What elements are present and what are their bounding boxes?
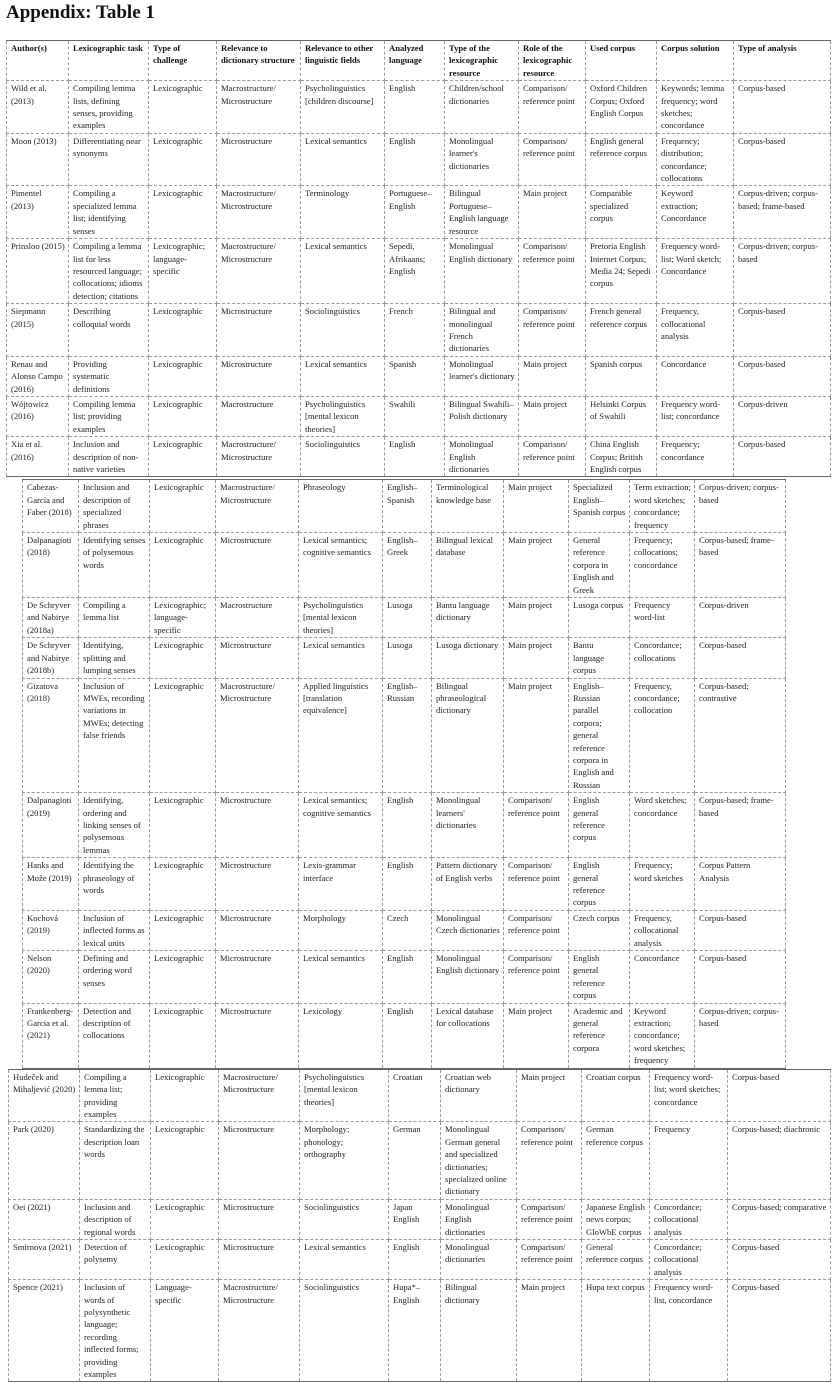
table-cell: Hupa text corpus [582,1280,650,1382]
column-header: Lexicographic task [69,41,149,81]
table-cell: Sepedi, Afrikaans; English [385,239,445,304]
table-cell: Macrostructure/ Microstructure [216,678,299,793]
table-cell: Swahili [385,396,445,436]
table-row [23,858,786,911]
column-header: Relevance to dictionary structure [217,41,301,81]
table-cell: Lusoga dictionary [432,638,504,678]
table-cell: Oei (2021) [9,1199,80,1239]
table-cell: Microstructure [216,951,299,1004]
table-cell: Oxford Children Corpus; Oxford English Corpus [586,81,657,134]
table-cell: Lexicographic [150,793,216,858]
table-row [9,1280,831,1382]
table-cell: Corpus Pattern Analysis [695,858,786,911]
table-cell: Frequency, collocational analysis [657,304,734,357]
table-cell: Sociolinguistics [301,437,385,477]
table-cell: Lexicology [299,1003,383,1068]
table-cell: Croatian corpus [582,1069,650,1122]
table-cell: Wójtowicz (2016) [7,396,69,436]
table-cell: Czech corpus [569,910,630,950]
table-cell: Monolingual English dictionary [445,239,519,304]
table-cell: De Schryver and Nabirye (2018a) [23,598,79,638]
table-cell: Identifying, splitting and lumping senses [79,638,150,678]
table-cell: Monolingual Czech dictionaries [432,910,504,950]
table-cell: Macrostructure [216,598,299,638]
table-cell: Corpus-driven [734,396,831,436]
table-cell: Standardizing the description loan words [80,1122,151,1199]
table-cell: Defining and ordering word senses [79,951,150,1004]
table-cell: Frequency; concordance [657,437,734,477]
table-cell: Frequency word-list, concordance [650,1280,728,1382]
table-cell: Macrostructure/ Microstructure [219,1069,300,1122]
table-cell: Macrostructure/ Microstructure [217,81,301,134]
table-cell: Compiling a lemma list for less resourced language; collocations; idioms detection; citations [69,239,149,304]
table-row [23,951,786,1004]
table-cell: Lexical database for collocations [432,1003,504,1068]
table-cell: Corpus-based; contrastive [695,678,786,793]
table-cell: Providing systematic definitions [69,356,149,396]
table-cell: Corpus-driven [695,598,786,638]
table-cell: Portuguese–English [385,186,445,239]
table-cell: Psycholinguistics [mental lexicon theories] [301,396,385,436]
table-cell: Main project [519,396,586,436]
table-cell: Bilingual lexical database [432,533,504,598]
table-cell: Pattern dictionary of English verbs [432,858,504,911]
table-cell: Lexicographic [149,437,217,477]
table-cell: Lexicographic [151,1199,219,1239]
table-cell: Word sketches; concordance [630,793,695,858]
table-cell: Corpus-driven; corpus-based [734,239,831,304]
table-cell: Corpus-based; comparative [728,1199,831,1239]
table-cell: Comparison/ reference point [519,81,586,134]
table-row [7,186,831,239]
table-cell: Comparison/ reference point [504,793,569,858]
table-cell: Concordance; collocational analysis [650,1199,728,1239]
table-cell: Detection of polysemy [80,1239,151,1279]
table-row [23,598,786,638]
table-row [23,638,786,678]
table-cell: English–Russian [383,678,432,793]
table-cell: Lexicographic [150,533,216,598]
table-cell: Macrostructure [217,396,301,436]
table-cell: Concordance; collocations [630,638,695,678]
table-cell: Microstructure [216,910,299,950]
table-cell: Comparison/ reference point [519,239,586,304]
table-row [9,1122,831,1199]
table-cell: Morphology [299,910,383,950]
table-cell: Corpus-driven; corpus-based [695,480,786,533]
table-cell: Croatian [389,1069,441,1122]
table-cell: Corpus-driven; corpus-based; frame-based [734,186,831,239]
table-row [7,133,831,186]
table-cell: Dalpanagioti (2018) [23,533,79,598]
table-cell: Frequency [650,1122,728,1199]
table-cell: Wild et al. (2013) [7,81,69,134]
table-cell: Bantu language corpus [569,638,630,678]
table-cell: Macrostructure/ Microstructure [219,1280,300,1382]
table-cell: Frequency word-list; Word sketch; Concordance [657,239,734,304]
table-cell: Comparison/ reference point [519,304,586,357]
table-cell: Macrostructure/ Microstructure [217,239,301,304]
table-cell: Main project [504,598,569,638]
table-cell: Corpus-based [734,304,831,357]
table-cell: Spanish corpus [586,356,657,396]
table-cell: Identifying, ordering and linking senses of polysemous lemmas [79,793,150,858]
appendix-table-part-3 [8,1069,831,1382]
table-cell: Lusoga [383,598,432,638]
table-cell: Siepmann (2015) [7,304,69,357]
table-cell: Microstructure [216,533,299,598]
table-cell: Pimentel (2013) [7,186,69,239]
table-cell: Main project [504,480,569,533]
table-cell: Detection and description of collocations [79,1003,150,1068]
table-cell: Lexicographic [151,1239,219,1279]
table-cell: Identifying senses of polysemous words [79,533,150,598]
table-cell: Lexical semantics [299,951,383,1004]
table-cell: Lexical semantics [301,356,385,396]
table-cell: Main project [519,186,586,239]
table-cell: Lexical semantics; cognitive semantics [299,533,383,598]
table-row [23,910,786,950]
table-cell: English [385,437,445,477]
table-row [7,437,831,477]
table-row [7,239,831,304]
table-cell: Lexical semantics [301,239,385,304]
table-cell: Frequency, concordance; collocation [630,678,695,793]
table-cell: Keyword extraction; Concordance [657,186,734,239]
table-cell: Compiling a lemma list; providing examples [80,1069,151,1122]
table-cell: Macrostructure/ Microstructure [216,480,299,533]
table-row [23,1003,786,1068]
table-cell: Macrostructure/ Microstructure [217,437,301,477]
table-cell: Comparison/ reference point [519,133,586,186]
table-cell: Japanese English news corpus; GloWbE corpus [582,1199,650,1239]
table-cell: Microstructure [216,793,299,858]
table-cell: Frequency; word sketches [630,858,695,911]
table-row [23,678,786,793]
appendix-table [0,40,834,1382]
table-cell: Main project [504,1003,569,1068]
table-cell: Comparison/ reference point [504,858,569,911]
table-cell: Prinsloo (2015) [7,239,69,304]
table-cell: Microstructure [219,1239,300,1279]
table-cell: English general reference corpus [569,951,630,1004]
table-cell: Moon (2013) [7,133,69,186]
table-cell: Bilingual and monolingual French dictionaries [445,304,519,357]
table-cell: Frequency word-list; concordance [657,396,734,436]
table-cell: Bantu language dictionary [432,598,504,638]
table-cell: Dalpanagioti (2019) [23,793,79,858]
table-cell: Psycholinguistics [children discourse] [301,81,385,134]
table-cell: French general reference corpus [586,304,657,357]
table-cell: Microstructure [216,1003,299,1068]
table-cell: Comparison/ reference point [517,1239,582,1279]
header-row [7,41,831,81]
table-cell: Children/school dictionaries [445,81,519,134]
table-cell: Corpus-based [695,638,786,678]
table-cell: Microstructure [216,638,299,678]
table-cell: Bilingual Swahili–Polish dictionary [445,396,519,436]
table-cell: English–Spanish [383,480,432,533]
table-row [9,1239,831,1279]
table-cell: Inclusion of words of polysynthetic language; recording inflected forms; providing examples [80,1280,151,1382]
table-cell: German [389,1122,441,1199]
table-row [7,356,831,396]
table-cell: Lexicographic [149,356,217,396]
table-cell: Inclusion and description of non-native varieties [69,437,149,477]
table-cell: Spence (2021) [9,1280,80,1382]
table-cell: Hudeček and Mihaljević (2020) [9,1069,80,1122]
table-cell: Gizatova (2018) [23,678,79,793]
column-header: Type of analysis [734,41,831,81]
table-cell: Main project [517,1069,582,1122]
table-cell: Main project [504,533,569,598]
column-header: Relevance to other linguistic fields [301,41,385,81]
table-cell: Corpus-based [728,1280,831,1382]
table-cell: English general reference corpus [569,858,630,911]
table-cell: Lexicographic [151,1122,219,1199]
table-cell: Microstructure [217,356,301,396]
table-cell: China English Corpus; British English corpus [586,437,657,477]
table-cell: Corpus-based [734,437,831,477]
table-cell: Hupa*–English [389,1280,441,1382]
table-cell: Microstructure [219,1199,300,1239]
table-cell: Microstructure [217,304,301,357]
table-cell: De Schryver and Nabirye (2018b) [23,638,79,678]
column-header: Type of challenge [149,41,217,81]
table-cell: Corpus-driven; corpus-based [695,1003,786,1068]
table-cell: Main project [504,638,569,678]
table-cell: General reference corpus [582,1239,650,1279]
table-cell: General reference corpora in English and Greek [569,533,630,598]
table-row [7,81,831,134]
table-cell: English [385,81,445,134]
table-cell: Japan English [389,1199,441,1239]
table-row [9,1199,831,1239]
table-cell: Corpus-based [734,133,831,186]
column-header: Author(s) [7,41,69,81]
table-cell: Lexicographic [149,186,217,239]
table-cell: Czech [383,910,432,950]
table-cell: Concordance [630,951,695,1004]
table-cell: Lexicographic; language-specific [150,598,216,638]
column-header: Role of the lexicographic resource [519,41,586,81]
table-cell: Lexical semantics [300,1239,389,1279]
table-cell: Corpus-based [728,1239,831,1279]
table-cell: Monolingual English dictionary [432,951,504,1004]
table-cell: Comparison/ reference point [519,437,586,477]
table-cell: Corpus-based [695,910,786,950]
table-cell: Nelson (2020) [23,951,79,1004]
table-cell: Lexical semantics [301,133,385,186]
table-cell: Frequency; collocations; concordance [630,533,695,598]
table-cell: Psycholinguistics [mental lexicon theories] [299,598,383,638]
table-cell: Terminological knowledge base [432,480,504,533]
table-cell: Monolingual German general and specialized dictionaries; specialized online dictionary [441,1122,517,1199]
table-cell: Concordance [657,356,734,396]
table-cell: Bilingual Portuguese–English language resource [445,186,519,239]
table-cell: Corpus-based [734,81,831,134]
table-cell: Academic and general reference corpora [569,1003,630,1068]
table-cell: English [383,858,432,911]
table-cell: Microstructure [219,1122,300,1199]
table-cell: Lexicographic [150,910,216,950]
table-cell: Inclusion and description of specialized phrases [79,480,150,533]
table-cell: Compiling lemma list; providing examples [69,396,149,436]
table-cell: Applied linguistics [translation equivalence] [299,678,383,793]
table-cell: Comparison/ reference point [517,1199,582,1239]
table-cell: Microstructure [216,858,299,911]
table-cell: Lusoga [383,638,432,678]
table-cell: Morphology; phonology; orthography [300,1122,389,1199]
table-cell: Describing colloquial words [69,304,149,357]
column-header: Used corpus [586,41,657,81]
table-cell: Bilingual phraseological dictionary [432,678,504,793]
table-cell: Frequency, collocational analysis [630,910,695,950]
table-row [23,533,786,598]
table-cell: Bilingual dictionary [441,1280,517,1382]
table-cell: English [383,951,432,1004]
appendix-table-part-2 [22,479,786,1068]
table-cell: Inclusion of inflected forms as lexical units [79,910,150,950]
table-cell: German reference corpus [582,1122,650,1199]
table-cell: Compiling a lemma list [79,598,150,638]
table-cell: Monolingual learners' dictionaries [432,793,504,858]
table-cell: Comparable specialized corpus [586,186,657,239]
table-cell: English general reference corpus [569,793,630,858]
table-cell: Lexicographic [150,1003,216,1068]
table-cell: English general reference corpus [586,133,657,186]
table-cell: Kochová (2019) [23,910,79,950]
table-cell: Term extraction; word sketches; concordance; frequency [630,480,695,533]
table-cell: Language-specific [151,1280,219,1382]
table-cell: Lexicographic [150,858,216,911]
table-cell: Sociolinguistics [301,304,385,357]
table-row [7,304,831,357]
table-cell: Monolingual English dictionaries [441,1199,517,1239]
table-cell: Hanks and Može (2019) [23,858,79,911]
table-cell: Differentiating near synonyms [69,133,149,186]
table-cell: Pretoria English Internet Corpus; Media 24; Sepedi corpus [586,239,657,304]
table-cell: Lexicographic [150,638,216,678]
column-header: Corpus solution [657,41,734,81]
table-cell: Corpus-based; diachronic [728,1122,831,1199]
table-cell: Compiling lemma lists, defining senses, providing examples [69,81,149,134]
table-cell: Specialized English–Spanish corpus [569,480,630,533]
table-cell: English [389,1239,441,1279]
table-cell: Comparison/ reference point [504,951,569,1004]
table-row [7,396,831,436]
table-cell: Main project [517,1280,582,1382]
table-cell: Identifying the phraseology of words [79,858,150,911]
table-cell: Concordance; collocational analysis [650,1239,728,1279]
table-cell: Comparison/ reference point [504,910,569,950]
table-cell: Sociolinguistics [300,1280,389,1382]
table-cell: Lexicographic [149,396,217,436]
table-cell: Renau and Alonso Campo (2016) [7,356,69,396]
table-cell: Corpus-based [728,1069,831,1122]
table-cell: Corpus-based; frame-based [695,793,786,858]
table-cell: Keywords; lemma frequency; word sketches; concordance [657,81,734,134]
table-cell: Corpus-based [695,951,786,1004]
table-cell: English [383,1003,432,1068]
table-row [23,480,786,533]
table-cell: Lexicographic [149,304,217,357]
table-cell: Main project [519,356,586,396]
appendix-table-part-1 [6,40,831,477]
table-cell: Frequency word-list; word sketches; concordance [650,1069,728,1122]
table-cell: Lexicographic [149,133,217,186]
table-cell: Lexicographic [150,678,216,793]
table-cell: Lusoga corpus [569,598,630,638]
table-cell: Compiling a specialized lemma list; identifying senses [69,186,149,239]
table-cell: Monolingual English dictionaries [445,437,519,477]
table-cell: Monolingual dictionaries [441,1239,517,1279]
table-cell: Inclusion of MWEs, recording variations in MWEs; detecting false friends [79,678,150,793]
table-cell: Lexical semantics [299,638,383,678]
table-cell: Macrostructure/ Microstructure [217,186,301,239]
table-cell: Frequency word-list [630,598,695,638]
table-cell: Keyword extraction; concordance; word sketches; frequency [630,1003,695,1068]
table-cell: Frankenberg-Garcia et al. (2021) [23,1003,79,1068]
table-cell: Helsinki Corpus of Swahili [586,396,657,436]
table-cell: Xia et al. (2016) [7,437,69,477]
table-row [9,1069,831,1122]
table-cell: Lexical semantics; cognitive semantics [299,793,383,858]
column-header: Analyzed language [385,41,445,81]
table-cell: French [385,304,445,357]
table-cell: Lexicographic [149,81,217,134]
table-cell: Croatian web dictionary [441,1069,517,1122]
table-cell: Smirnova (2021) [9,1239,80,1279]
table-cell: Comparison/ reference point [517,1122,582,1199]
table-cell: Terminology [301,186,385,239]
table-cell: Lexicographic; language-specific [149,239,217,304]
table-cell: English–Greek [383,533,432,598]
table-cell: Microstructure [217,133,301,186]
table-cell: English [383,793,432,858]
table-cell: Psycholinguistics [mental lexicon theories] [300,1069,389,1122]
table-row [23,793,786,858]
table-cell: Monolingual learner's dictionary [445,356,519,396]
table-cell: Spanish [385,356,445,396]
table-cell: English–Russian parallel corpora; general reference corpora in English and Russian [569,678,630,793]
table-cell: Lexicographic [151,1069,219,1122]
table-cell: Sociolinguistics [300,1199,389,1239]
table-cell: English [385,133,445,186]
table-cell: Frequency; distribution; concordance; collocations [657,133,734,186]
table-cell: Phraseology [299,480,383,533]
table-cell: Lexicographic [150,951,216,1004]
table-cell: Corpus-based [734,356,831,396]
column-header: Type of the lexicographic resource [445,41,519,81]
table-cell: Lexicographic [150,480,216,533]
table-cell: Inclusion and description of regional words [80,1199,151,1239]
table-cell: Main project [504,678,569,793]
page-title: Appendix: Table 1 [6,2,155,23]
table-cell: Lexis-grammar interface [299,858,383,911]
table-cell: Corpus-based; frame-based [695,533,786,598]
table-cell: Cabezas-García and Faber (2018) [23,480,79,533]
table-cell: Monolingual learner's dictionaries [445,133,519,186]
table-cell: Park (2020) [9,1122,80,1199]
